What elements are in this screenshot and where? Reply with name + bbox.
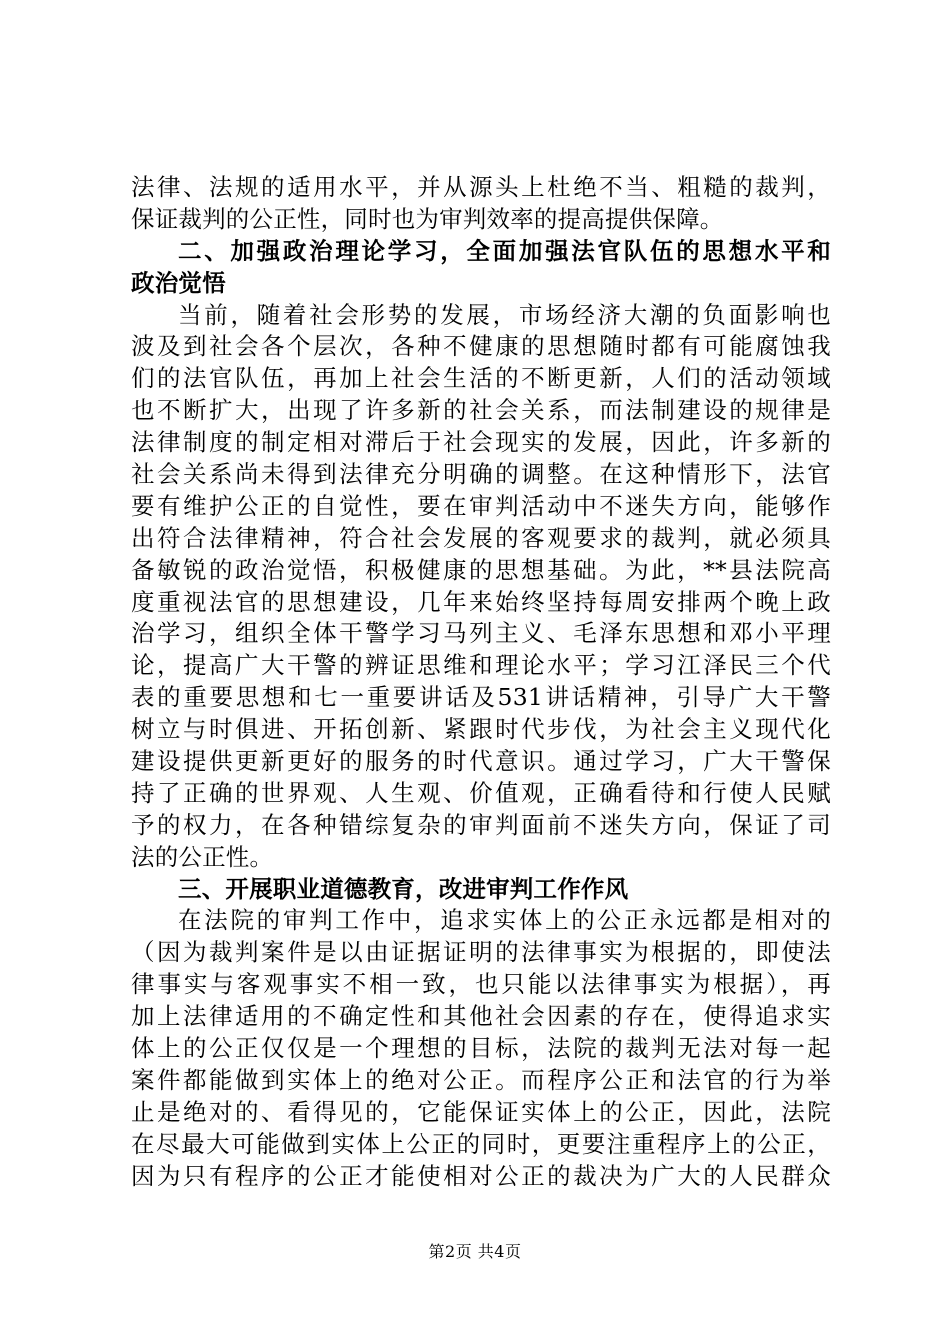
text-line: 案件都能做到实体上的绝对公正。而程序公正和法官的行为举 bbox=[131, 1065, 831, 1094]
text-line: 论，提高广大干警的辨证思维和理论水平；学习江泽民三个代 bbox=[131, 651, 831, 680]
text-line: 治学习，组织全体干警学习马列主义、毛泽东思想和邓小平理 bbox=[131, 619, 831, 648]
text-line: 备敏锐的政治觉悟，积极健康的思想基础。为此，**县法院高 bbox=[131, 555, 831, 584]
section-heading bbox=[131, 236, 831, 300]
text-line: 社会关系尚未得到法律充分明确的调整。在这种情形下，法官 bbox=[131, 460, 831, 489]
text-line: 表的重要思想和七一重要讲话及531讲话精神，引导广大干警 bbox=[131, 683, 831, 712]
section-heading bbox=[131, 874, 831, 906]
body-paragraph bbox=[131, 172, 831, 236]
text-line: 出符合法律精神，符合社会发展的客观要求的裁判，就必须具 bbox=[131, 523, 831, 552]
text-line: 法律制度的制定相对滞后于社会现实的发展，因此，许多新的 bbox=[131, 428, 831, 457]
text-line: 波及到社会各个层次，各种不健康的思想随时都有可能腐蚀我 bbox=[131, 332, 831, 361]
text-line: 加上法律适用的不确定性和其他社会因素的存在，使得追求实 bbox=[131, 1002, 831, 1031]
text-line: 予的权力，在各种错综复杂的审判面前不迷失方向，保证了司 bbox=[131, 810, 831, 839]
text-line: 律事实与客观事实不相一致，也只能以法律事实为根据），再 bbox=[131, 970, 831, 999]
text-line: 建设提供更新更好的服务的时代意识。通过学习，广大干警保 bbox=[131, 747, 831, 776]
text-line: 当前，随着社会形势的发展，市场经济大潮的负面影响也 bbox=[178, 300, 831, 329]
text-line: 持了正确的世界观、人生观、价值观，正确看待和行使人民赋 bbox=[131, 778, 831, 807]
text-line: 在法院的审判工作中，追求实体上的公正永远都是相对的 bbox=[178, 906, 831, 935]
text-line: 在尽最大可能做到实体上公正的同时，更要注重程序上的公正， bbox=[131, 1129, 831, 1158]
body-paragraph bbox=[131, 300, 831, 874]
page-footer: 第2页 共4页 bbox=[428, 1242, 522, 1261]
text-line: 体上的公正仅仅是一个理想的目标，法院的裁判无法对每一起 bbox=[131, 1034, 831, 1063]
text-line: 也不断扩大，出现了许多新的社会关系，而法制建设的规律是 bbox=[131, 396, 831, 425]
text-line: （因为裁判案件是以由证据证明的法律事实为根据的，即使法 bbox=[131, 938, 831, 967]
body-paragraph bbox=[131, 905, 831, 1192]
text-line: 们的法官队伍，再加上社会生活的不断更新，人们的活动领域 bbox=[131, 364, 831, 393]
text-line: 法律、法规的适用水平，并从源头上杜绝不当、粗糙的裁判， bbox=[131, 173, 831, 201]
text-line: 树立与时俱进、开拓创新、紧跟时代步伐，为社会主义现代化 bbox=[131, 715, 831, 744]
text-line: 保证裁判的公正性，同时也为审判效率的提高提供保障。 bbox=[131, 204, 724, 233]
text-line: 止是绝对的、看得见的，它能保证实体上的公正，因此，法院 bbox=[131, 1097, 831, 1126]
text-line: 政治觉悟 bbox=[131, 268, 226, 297]
text-line: 法的公正性。 bbox=[131, 842, 274, 871]
text-line: 因为只有程序的公正才能使相对公正的裁决为广大的人民群众 bbox=[131, 1161, 831, 1190]
text-line: 二、加强政治理论学习，全面加强法官队伍的思想水平和 bbox=[178, 236, 831, 265]
text-line: 度重视法官的思想建设，几年来始终坚持每周安排两个晚上政 bbox=[131, 587, 831, 616]
text-line: 三、开展职业道德教育，改进审判工作作风 bbox=[178, 874, 629, 903]
document-body bbox=[131, 172, 831, 1193]
text-line: 要有维护公正的自觉性，要在审判活动中不迷失方向，能够作 bbox=[131, 491, 831, 520]
